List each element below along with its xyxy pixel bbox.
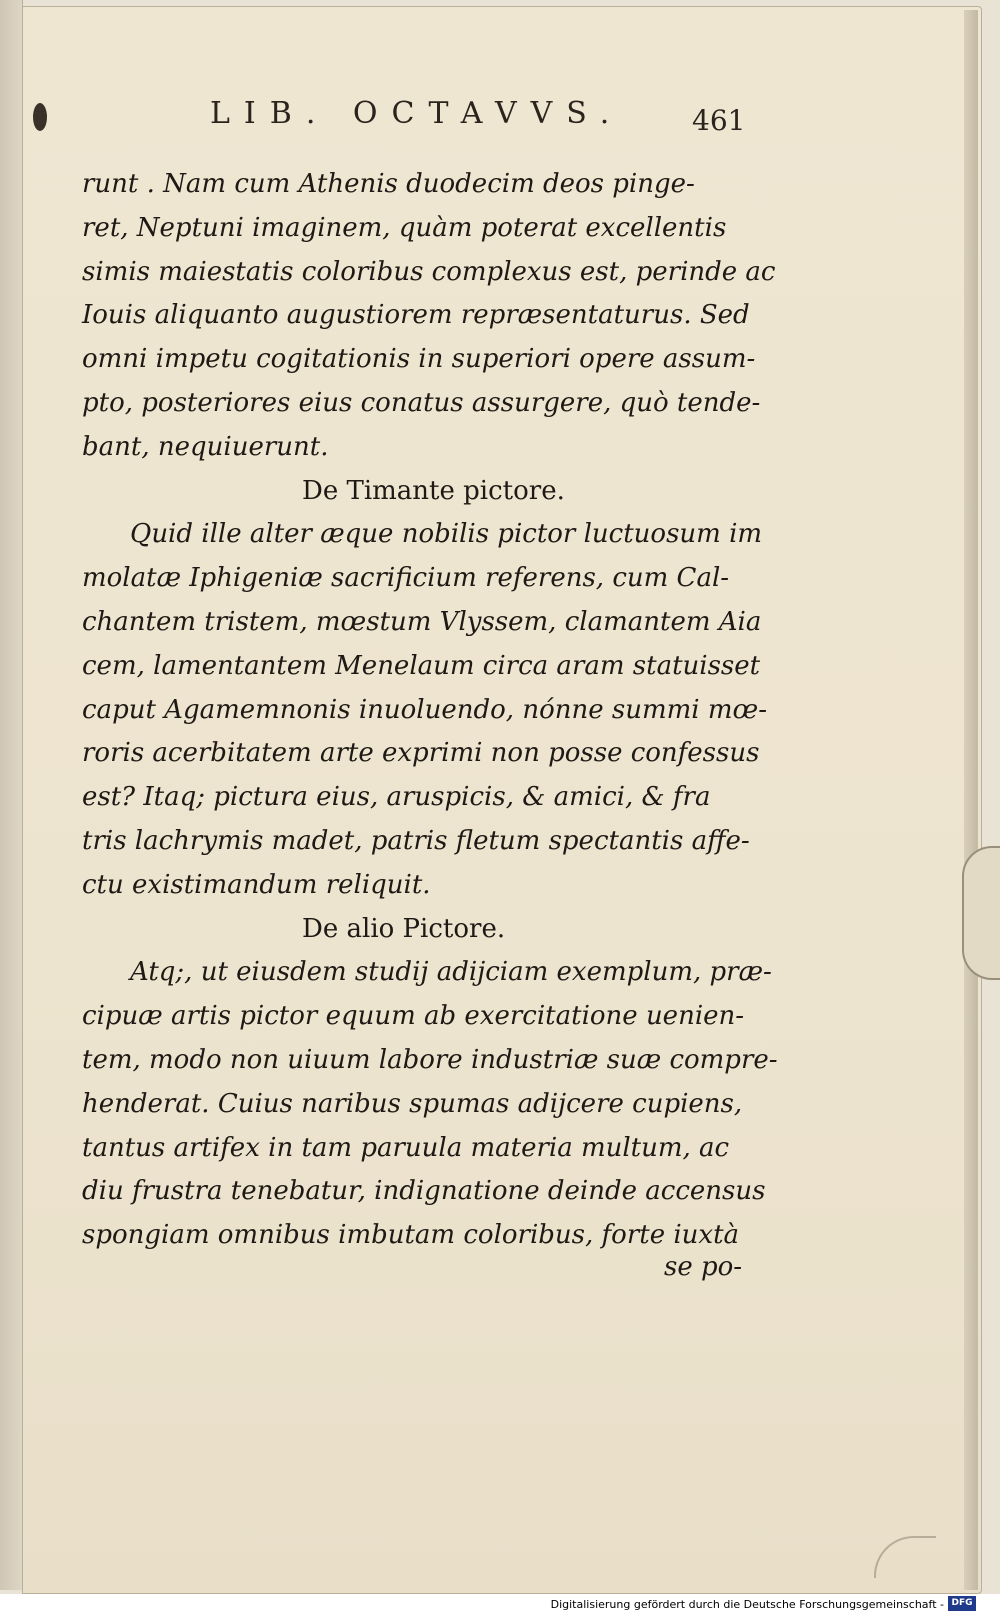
catchword: se po- [664,1252,743,1282]
running-head: LIB. OCTAVVS. [210,96,624,131]
text-line: pto, posteriores eius conatus assurgere, quò tende- [82,387,761,418]
text-line: spongiam omnibus imbutam coloribus, forte iuxtà [82,1220,740,1251]
text-line: Quid ille alter æque nobilis pictor luctuosum im [130,519,763,550]
text-line: simis maiestatis coloribus complexus est, perinde ac [82,256,776,287]
page-clip [962,846,1000,980]
text-line: cem, lamentantem Menelaum circa aram statuisset [82,650,761,681]
dfg-logo: DFG [948,1596,976,1611]
left-page-edge [0,0,23,1590]
text-line: tris lachrymis madet, patris fletum spectantis affe- [82,825,750,856]
text-line: molatæ Iphigeniæ sacrificium referens, cum Cal- [82,563,730,594]
footer-bar [0,1594,1000,1624]
text-line: Iouis aliquanto augustiorem repræsentaturus. Sed [82,300,750,331]
text-line: chantem tristem, mœstum Vlyssem, clamantem Aia [82,606,762,637]
text-line: roris acerbitatem arte exprimi non posse confessus [82,738,760,769]
text-line: Atq;, ut eiusdem studij adijciam exemplum, præ- [130,957,772,988]
footer-credit: Digitalisierung gefördert durch die Deutsche Forschungsgemeinschaft - [550,1598,944,1611]
text-line: tem, modo non uiuum labore industriæ suæ compre- [82,1044,778,1075]
text-line: runt . Nam cum Athenis duodecim deos pinge- [82,169,695,199]
text-line: ret, Neptuni imaginem, quàm poterat excellentis [82,212,727,243]
text-block [82,163,778,1258]
text-line: ctu existimandum reliquit. [82,869,431,900]
page-right-edge [964,10,978,1590]
folio-number: 461 [692,104,746,137]
binding-hole [33,103,47,131]
text-line: diu frustra tenebatur, indignatione deinde accensus [82,1176,766,1207]
text-line: omni impetu cogitationis in superiori opere assum- [82,344,756,375]
text-line: est? Itaq; pictura eius, aruspicis, & amici, & fra [82,782,711,813]
section-heading: De alio Pictore. [302,913,506,944]
text-line: henderat. Cuius naribus spumas adijcere cupiens, [82,1088,743,1119]
text-line: tantus artifex in tam paruula materia multum, ac [82,1132,730,1163]
section-heading: De Timante pictore. [302,475,565,506]
text-line: caput Agamemnonis inuoluendo, nónne summi mœ- [82,694,767,725]
text-line: bant, nequiuerunt. [82,431,329,462]
text-line: cipuæ artis pictor equum ab exercitatione uenien- [82,1001,745,1032]
